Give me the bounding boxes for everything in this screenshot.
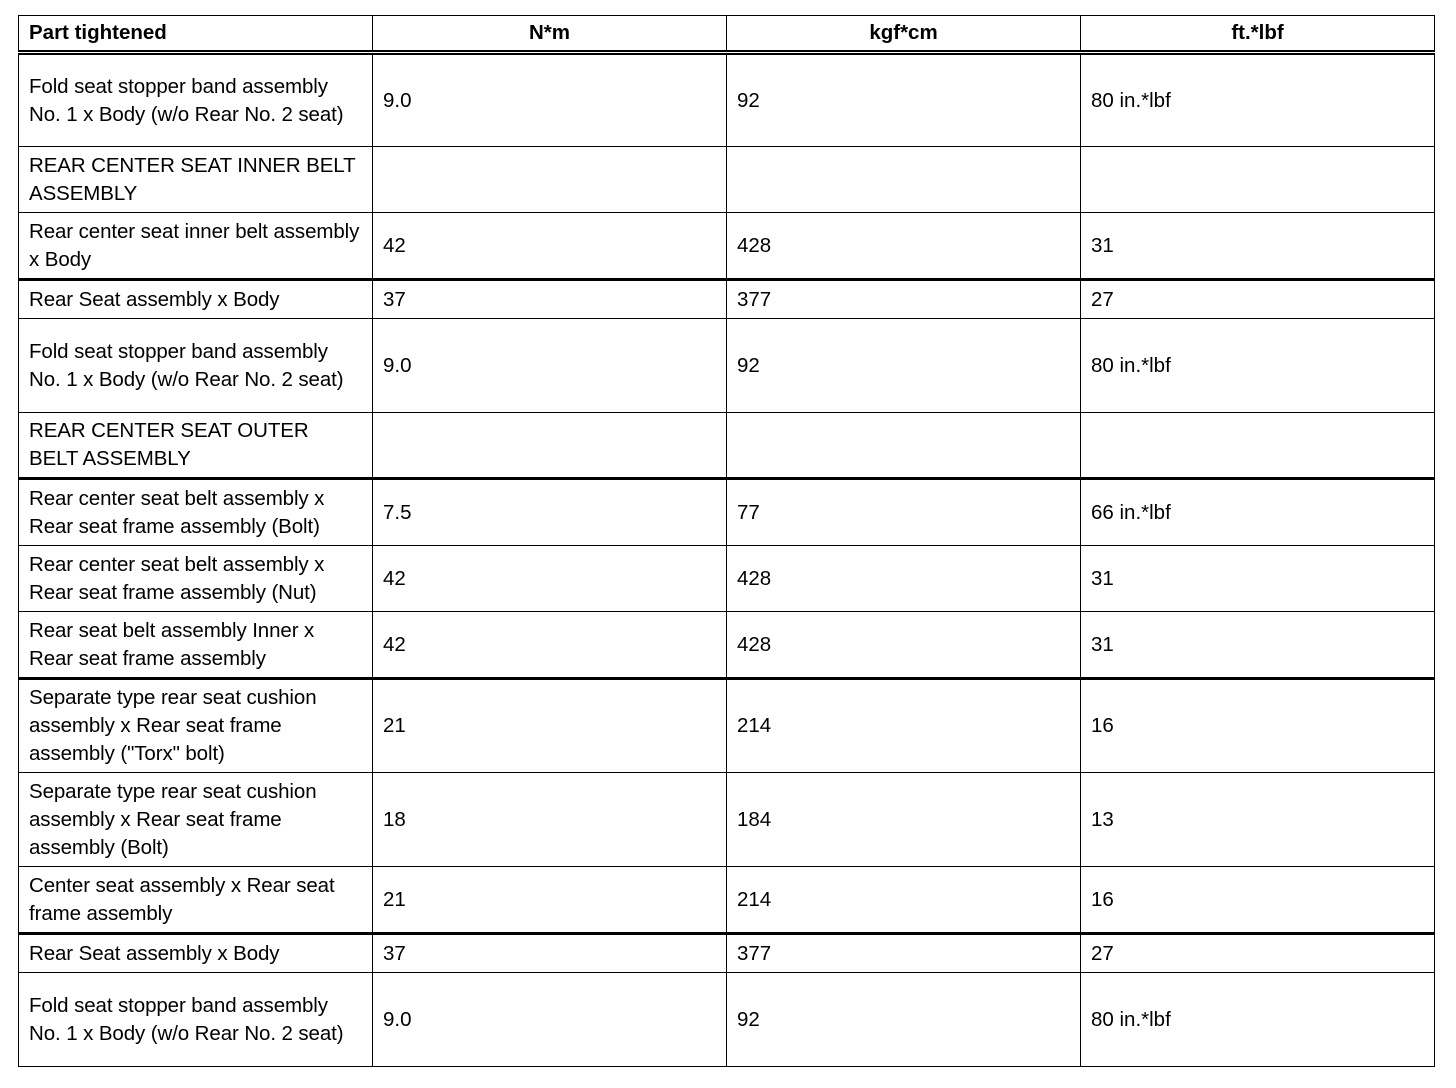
cell-part: REAR CENTER SEAT OUTER BELT ASSEMBLY — [19, 413, 373, 479]
table-row — [19, 679, 1435, 773]
cell-ftlbf: 13 — [1081, 773, 1435, 867]
cell-part: Rear seat belt assembly Inner x Rear seat frame assembly — [19, 612, 373, 679]
cell-kgfcm: 428 — [727, 612, 1081, 679]
cell-kgfcm: 377 — [727, 934, 1081, 973]
cell-ftlbf — [1081, 147, 1435, 213]
table-row — [19, 934, 1435, 973]
cell-part: Fold seat stopper band assembly No. 1 x Body (w/o Rear No. 2 seat) — [19, 53, 373, 147]
header-nm: N*m — [373, 16, 727, 53]
header-ftlbf: ft.*lbf — [1081, 16, 1435, 53]
cell-kgfcm: 92 — [727, 53, 1081, 147]
header-kgfcm: kgf*cm — [727, 16, 1081, 53]
cell-kgfcm: 214 — [727, 679, 1081, 773]
cell-nm: 7.5 — [373, 479, 727, 546]
cell-kgfcm — [727, 147, 1081, 213]
table-body — [19, 53, 1435, 1067]
table-row — [19, 773, 1435, 867]
cell-nm: 37 — [373, 934, 727, 973]
cell-ftlbf: 80 in.*lbf — [1081, 53, 1435, 147]
cell-part: Rear center seat inner belt assembly x Body — [19, 213, 373, 280]
cell-part: Separate type rear seat cushion assembly x Rear seat frame assembly ("Torx" bolt) — [19, 679, 373, 773]
cell-kgfcm: 377 — [727, 280, 1081, 319]
cell-nm — [373, 413, 727, 479]
cell-ftlbf — [1081, 413, 1435, 479]
cell-ftlbf: 27 — [1081, 280, 1435, 319]
cell-ftlbf: 31 — [1081, 546, 1435, 612]
cell-kgfcm: 184 — [727, 773, 1081, 867]
cell-kgfcm: 214 — [727, 867, 1081, 934]
cell-nm: 9.0 — [373, 53, 727, 147]
table-row — [19, 612, 1435, 679]
cell-nm: 21 — [373, 679, 727, 773]
cell-kgfcm: 92 — [727, 973, 1081, 1067]
table-row — [19, 53, 1435, 147]
table-row — [19, 319, 1435, 413]
table-row — [19, 867, 1435, 934]
cell-part: Fold seat stopper band assembly No. 1 x Body (w/o Rear No. 2 seat) — [19, 973, 373, 1067]
cell-kgfcm — [727, 413, 1081, 479]
table-row — [19, 413, 1435, 479]
cell-nm: 42 — [373, 546, 727, 612]
table-row — [19, 280, 1435, 319]
table-row — [19, 973, 1435, 1067]
table-row — [19, 147, 1435, 213]
cell-part: Center seat assembly x Rear seat frame assembly — [19, 867, 373, 934]
cell-kgfcm: 428 — [727, 213, 1081, 280]
cell-part: Fold seat stopper band assembly No. 1 x Body (w/o Rear No. 2 seat) — [19, 319, 373, 413]
cell-ftlbf: 16 — [1081, 867, 1435, 934]
cell-ftlbf: 80 in.*lbf — [1081, 973, 1435, 1067]
cell-ftlbf: 80 in.*lbf — [1081, 319, 1435, 413]
cell-nm: 18 — [373, 773, 727, 867]
cell-ftlbf: 31 — [1081, 612, 1435, 679]
cell-ftlbf: 31 — [1081, 213, 1435, 280]
cell-kgfcm: 92 — [727, 319, 1081, 413]
cell-nm: 42 — [373, 612, 727, 679]
header-part-tightened: Part tightened — [19, 16, 373, 53]
cell-part: Rear Seat assembly x Body — [19, 934, 373, 973]
table-row — [19, 213, 1435, 280]
header-row — [19, 16, 1435, 53]
cell-nm: 21 — [373, 867, 727, 934]
cell-part: Rear center seat belt assembly x Rear seat frame assembly (Bolt) — [19, 479, 373, 546]
cell-nm — [373, 147, 727, 213]
cell-ftlbf: 27 — [1081, 934, 1435, 973]
cell-nm: 9.0 — [373, 319, 727, 413]
torque-specification-table — [18, 15, 1435, 1067]
table-row — [19, 546, 1435, 612]
cell-kgfcm: 77 — [727, 479, 1081, 546]
cell-part: Separate type rear seat cushion assembly x Rear seat frame assembly (Bolt) — [19, 773, 373, 867]
cell-part: Rear Seat assembly x Body — [19, 280, 373, 319]
cell-part: REAR CENTER SEAT INNER BELT ASSEMBLY — [19, 147, 373, 213]
cell-ftlbf: 66 in.*lbf — [1081, 479, 1435, 546]
cell-kgfcm: 428 — [727, 546, 1081, 612]
cell-part: Rear center seat belt assembly x Rear seat frame assembly (Nut) — [19, 546, 373, 612]
cell-nm: 42 — [373, 213, 727, 280]
cell-nm: 9.0 — [373, 973, 727, 1067]
cell-ftlbf: 16 — [1081, 679, 1435, 773]
cell-nm: 37 — [373, 280, 727, 319]
table-header — [19, 16, 1435, 53]
table-row — [19, 479, 1435, 546]
